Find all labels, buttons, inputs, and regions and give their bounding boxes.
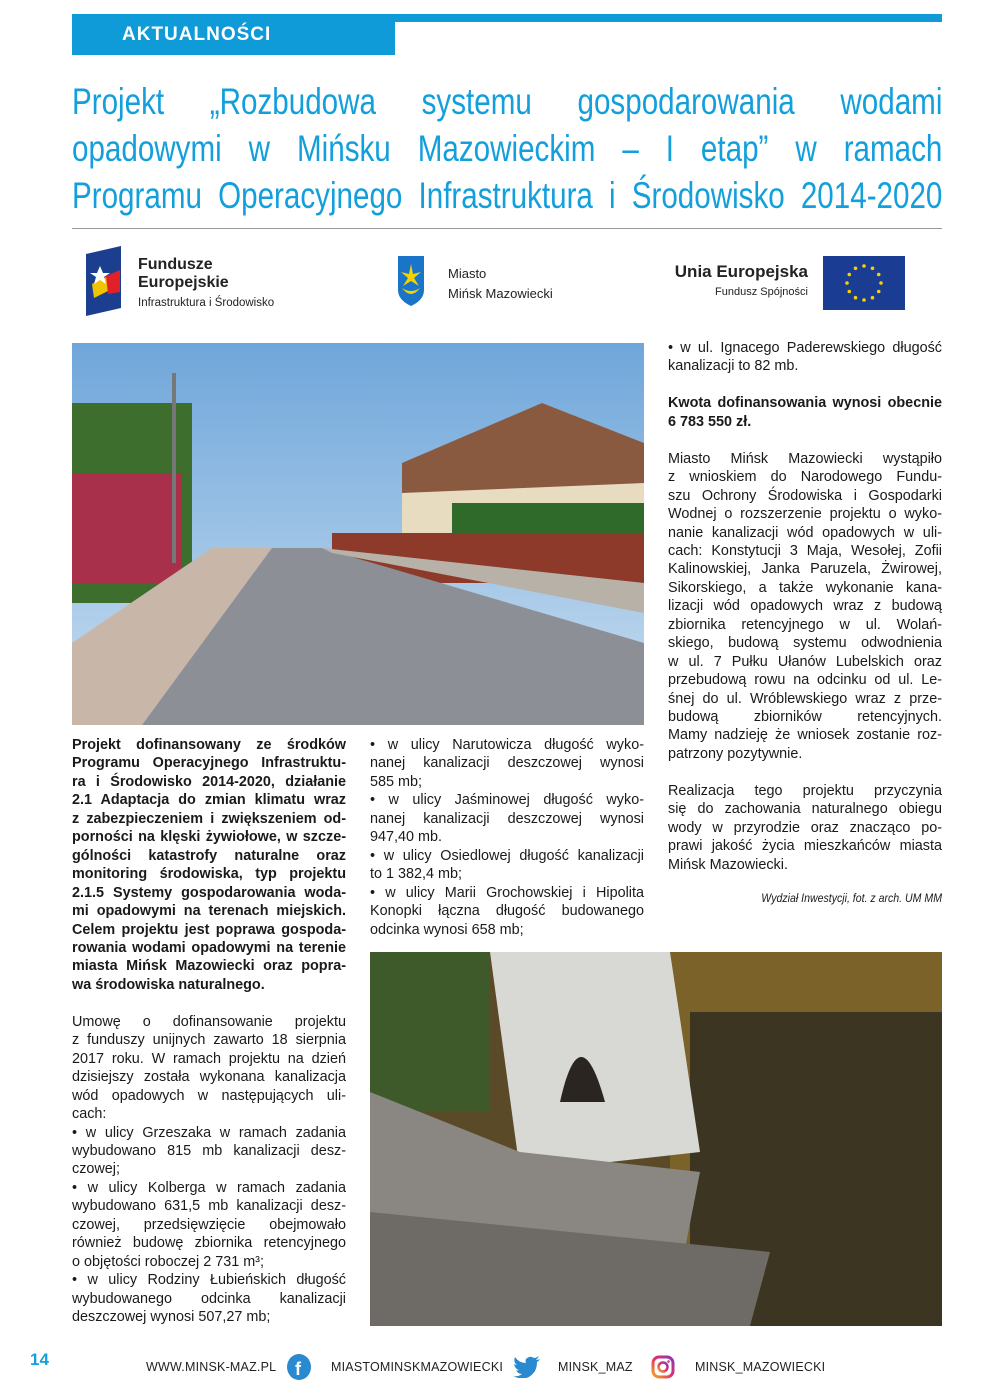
text-line: ra i Środowisko 2014-2020, działanie xyxy=(72,773,346,790)
text-line: w ul. 7 Pułku Ułanów Lubelskich oraz xyxy=(668,653,942,670)
text-line: wody w przyrodzie oraz znacząco po- xyxy=(668,819,942,836)
coat-of-arms-icon xyxy=(398,256,424,306)
eu-star xyxy=(877,273,881,277)
text-line: 6 783 550 zł. xyxy=(668,413,752,430)
text-line: • w ulicy Grzeszaka w ramach zadania xyxy=(72,1124,346,1141)
text-line: rowania wodami opadowymi na terenie xyxy=(72,939,346,956)
text-line: prawi jakość życia mieszkańców miasta xyxy=(668,838,942,855)
text-line: 2.1 Adaptacja do zmian klimatu wraz xyxy=(72,792,346,809)
text-line: Projekt dofinansowany ze środków xyxy=(72,737,346,753)
paragraph xyxy=(668,450,942,764)
text-line: śnej do ul. Wróblewskiego wraz z prze- xyxy=(668,690,942,707)
text-line: budową zbiorników retencyjnych. xyxy=(668,709,942,726)
text-line: również budowę zbiornika retencyjnego xyxy=(72,1235,346,1252)
culvert-photo xyxy=(370,952,942,1326)
text-line: • w ulicy Kolberga w ramach zadania xyxy=(72,1179,346,1196)
text-line: Mińsk Mazowiecki. xyxy=(668,856,788,873)
eu-star xyxy=(847,273,851,277)
text-line: 2017 roku. W ramach projektu na dzień xyxy=(72,1050,346,1067)
text-line: • w ul. Ignacego Paderewskiego długość xyxy=(668,340,942,356)
fe-flag-icon xyxy=(86,246,126,316)
fe-line1: Fundusze xyxy=(138,256,213,273)
eu-logo xyxy=(668,256,908,312)
text-line: dzisiejszy została wykonana kanalizacja xyxy=(72,1069,346,1086)
text-line: miasta Mińsk Mazowiecki oraz popra- xyxy=(72,958,346,975)
text-line: Programu Operacyjnego Infrastruktu- xyxy=(72,755,346,772)
text-line: Mamy nadzieję że wniosek zostanie roz- xyxy=(668,727,942,744)
paragraph xyxy=(668,339,942,376)
text-line: nanej kanalizacji deszczowej wynosi xyxy=(370,810,644,827)
eu-star xyxy=(854,266,858,270)
paragraph xyxy=(370,736,644,939)
text-line: mi opadowymi na terenach miejskich. xyxy=(72,903,346,920)
eu-star xyxy=(854,296,858,300)
title-line: Programu Operacyjnego Infrastruktura i Środowisko 2014-2020 xyxy=(72,175,943,216)
text-line: 2.1.5 Systemy gospodarowania woda- xyxy=(72,884,346,901)
text-line: kanalizacji to 82 mb. xyxy=(668,358,799,375)
eu-star xyxy=(871,266,875,270)
text-line: czowej; xyxy=(72,1161,120,1178)
eu-star xyxy=(877,290,881,294)
column-3 xyxy=(668,339,942,893)
street-photo xyxy=(72,343,644,725)
text-line: nanej kanalizacji deszczowej wynosi xyxy=(370,755,644,772)
text-line: szu Ochrony Środowiska i Gospodarki xyxy=(668,487,942,504)
text-line: cach: Konstytucji 3 Maja, Wesołej, Zofii xyxy=(668,542,942,559)
eu-star xyxy=(862,264,866,268)
text-line: przebudową rowu na odcinku od ul. Le- xyxy=(668,672,942,689)
text-line: z wnioskiem do Narodowego Fundu- xyxy=(668,469,942,486)
article-title xyxy=(72,78,942,219)
column-2 xyxy=(370,736,644,957)
eu-star xyxy=(871,296,875,300)
text-line: patrzony pozytywnie. xyxy=(668,745,803,762)
text-line: cach: xyxy=(72,1106,107,1123)
twitter-icon[interactable] xyxy=(513,1356,541,1378)
svg-text:f: f xyxy=(295,1359,301,1379)
column-1 xyxy=(72,736,346,1345)
eu-line2: Fundusz Spójności xyxy=(715,286,808,298)
text-line: Kwota dofinansowania wynosi obecnie xyxy=(668,395,942,412)
photo-credit: Wydział Inwestycji, fot. z arch. UM MM xyxy=(761,891,942,905)
instagram-link[interactable]: MINSK_MAZOWIECKI xyxy=(695,1360,826,1374)
text-line: Kalinowskiej, Janka Paruzela, Żwirowej, xyxy=(668,561,942,578)
text-line: monitoring środowiska, typ projektu xyxy=(72,866,346,883)
text-line: nanie kanalizacji wód opadowych w uli- xyxy=(668,524,942,541)
eu-star xyxy=(879,281,883,285)
text-line: • w ulicy Osiedlowej długość kanalizacji xyxy=(370,847,644,864)
paragraph xyxy=(668,782,942,874)
eu-flag-icon xyxy=(823,256,905,310)
text-line: wybudowano 815 mb kanalizacji desz- xyxy=(72,1142,346,1159)
text-line: Umowę o dofinansowanie projektu xyxy=(72,1013,346,1030)
text-line: Miasto Mińsk Mazowiecki wystąpiło xyxy=(668,450,942,467)
text-line: z zabezpieczeniem i zwiększeniem od- xyxy=(72,810,346,827)
text-line: • w ulicy Marii Grochowskiej i Hipolita xyxy=(370,884,644,901)
text-line: skiego, budową systemu odwodnienia xyxy=(668,635,942,652)
eu-star xyxy=(845,281,849,285)
text-line: się do zachowania naturalnego obiegu xyxy=(668,801,942,818)
text-line: • w ulicy Narutowicza długość wyko- xyxy=(370,737,644,753)
text-line: to 1 382,4 mb; xyxy=(370,866,463,883)
website-link[interactable]: WWW.MINSK-MAZ.PL xyxy=(146,1360,277,1374)
paragraph xyxy=(668,394,942,431)
eu-star xyxy=(847,290,851,294)
text-line: 947,40 mb. xyxy=(370,829,443,846)
facebook-icon[interactable] xyxy=(287,1354,311,1380)
text-line: odcinka wynosi 658 mb; xyxy=(370,921,524,938)
fe-line2: Europejskie xyxy=(138,274,229,291)
city-line1: Miasto xyxy=(448,266,487,281)
section-label: AKTUALNOŚCI xyxy=(72,14,395,55)
text-line: czowej, przedsięwzięcie obejmowało xyxy=(72,1216,346,1233)
text-line: wa środowiska naturalnego. xyxy=(72,976,265,993)
twitter-link[interactable]: MINSK_MAZ xyxy=(558,1360,633,1374)
eu-line1: Unia Europejska xyxy=(674,262,808,281)
text-line: Realizacja tego projektu przyczynia xyxy=(668,782,942,799)
paragraph xyxy=(72,736,346,994)
text-line: Konopki łączna długość budowanego xyxy=(370,903,644,920)
eu-star xyxy=(862,298,866,302)
text-line: Celem projektu jest poprawa gospoda- xyxy=(72,921,346,938)
text-line: zbiornika retencyjnego w ul. Wolań- xyxy=(668,616,942,633)
text-line: Sikorskiego, a także wykonanie kana- xyxy=(668,579,942,596)
text-line: • w ulicy Jaśminowej długość wyko- xyxy=(370,792,644,809)
text-line: wód opadowych w następujących uli- xyxy=(72,1087,346,1104)
city-line2: Mińsk Mazowiecki xyxy=(448,286,553,301)
title-line: opadowymi w Mińsku Mazowieckim – I etap” w ramach xyxy=(72,128,943,169)
text-line: Wodnej o rozszerzenie projektu o wyko- xyxy=(668,506,942,523)
fe-line3: Infrastruktura i Środowisko xyxy=(138,297,275,309)
paragraph xyxy=(72,1013,346,1327)
text-line: • w ulicy Rodziny Łubieńskich długość xyxy=(72,1272,346,1289)
text-line: wybudowano 631,5 mb kanalizacji desz- xyxy=(72,1198,346,1215)
fundusze-europejskie-logo xyxy=(86,246,296,318)
text-line: porności na klęski żywiołowe, w szcze- xyxy=(72,829,346,846)
text-line: gólności katastrofy naturalne oraz xyxy=(72,847,346,864)
divider xyxy=(72,228,942,229)
text-line: o objętości roboczej 2 731 m³; xyxy=(72,1253,264,1270)
page-number: 14 xyxy=(30,1350,49,1369)
minsk-city-logo xyxy=(398,256,578,311)
text-line: z funduszy unijnych zawarto 18 sierpnia xyxy=(72,1032,346,1049)
text-line: deszczowej wynosi 507,27 mb; xyxy=(72,1309,271,1326)
instagram-icon[interactable] xyxy=(651,1355,675,1379)
text-line: lizacji wód opadowych wraz z budową xyxy=(668,598,942,615)
title-line: Projekt „Rozbudowa systemu gospodarowania wodami xyxy=(72,81,943,122)
text-line: wybudowanego odcinka kanalizacji xyxy=(72,1290,346,1307)
facebook-link[interactable]: MIASTOMINSKMAZOWIECKI xyxy=(331,1360,504,1374)
text-line: 585 mb; xyxy=(370,773,422,790)
